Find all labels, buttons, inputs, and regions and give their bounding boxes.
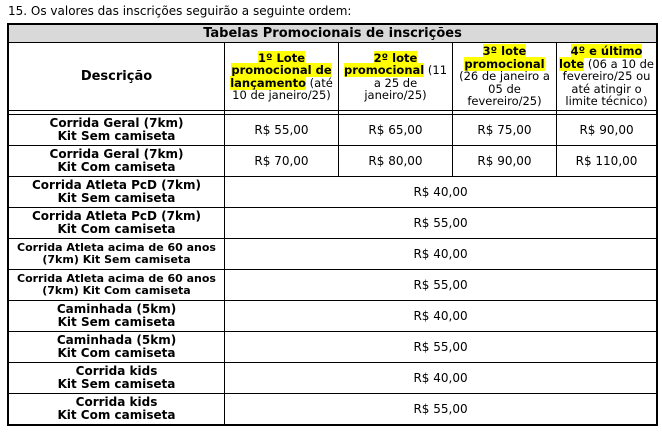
row-description: Corrida Atleta acima de 60 anos (7km) Kit Com camiseta	[9, 270, 225, 301]
table-row	[9, 239, 657, 270]
row-description: Corrida kids Kit Com camiseta	[9, 394, 225, 425]
price-cell: R$ 55,00	[225, 115, 339, 146]
price-cell: R$ 70,00	[225, 146, 339, 177]
price-cell: R$ 65,00	[339, 115, 453, 146]
row-description: Corrida Atleta PcD (7km) Kit Com camiseta	[9, 208, 225, 239]
table-row	[9, 301, 657, 332]
price-cell-all-lots: R$ 55,00	[225, 270, 657, 301]
lot-4-highlight: 4º e último lote	[559, 44, 643, 71]
lot-2-highlight: 2º lote promocional	[343, 50, 425, 77]
lot-2-header	[339, 43, 453, 111]
price-cell-all-lots: R$ 55,00	[225, 208, 657, 239]
lot-3-dates: (26 de janeiro a 05 de fevereiro/25)	[459, 69, 550, 109]
description-header: Descrição	[9, 43, 225, 111]
price-cell: R$ 110,00	[557, 146, 657, 177]
row-description: Caminhada (5km) Kit Sem camiseta	[9, 301, 225, 332]
table-row	[9, 115, 657, 146]
price-cell: R$ 90,00	[557, 115, 657, 146]
row-description: Corrida kids Kit Sem camiseta	[9, 363, 225, 394]
price-cell-all-lots: R$ 40,00	[225, 177, 657, 208]
lot-3-highlight: 3º lote promocional	[464, 44, 545, 71]
price-cell-all-lots: R$ 55,00	[225, 394, 657, 425]
row-description: Caminhada (5km) Kit Com camiseta	[9, 332, 225, 363]
price-cell: R$ 90,00	[453, 146, 557, 177]
price-cell-all-lots: R$ 40,00	[225, 239, 657, 270]
price-cell-all-lots: R$ 40,00	[225, 363, 657, 394]
row-description: Corrida Atleta acima de 60 anos (7km) Kit Sem camiseta	[9, 239, 225, 270]
price-cell: R$ 75,00	[453, 115, 557, 146]
section-intro: 15. Os valores das inscrições seguirão a seguinte ordem:	[8, 4, 352, 18]
price-cell-all-lots: R$ 55,00	[225, 332, 657, 363]
lot-3-header	[453, 43, 557, 111]
table-row	[9, 208, 657, 239]
lot-1-header	[225, 43, 339, 111]
price-cell: R$ 80,00	[339, 146, 453, 177]
table-row	[9, 363, 657, 394]
lot-4-header	[557, 43, 657, 111]
lot-1-highlight: 1º Lote promocional de lançamento	[230, 50, 332, 90]
lot-4-dates: (06 a 10 de fevereiro/25 ou até atingir o limite técnico)	[562, 56, 654, 109]
price-cell-all-lots: R$ 40,00	[225, 301, 657, 332]
promo-price-table	[8, 24, 657, 425]
row-description: Corrida Geral (7km) Kit Sem camiseta	[9, 115, 225, 146]
table-title: Tabelas Promocionais de inscrições	[9, 25, 657, 43]
row-description: Corrida Geral (7km) Kit Com camiseta	[9, 146, 225, 177]
table-row	[9, 177, 657, 208]
lot-1-dates: (até 10 de janeiro/25)	[232, 75, 333, 102]
row-description: Corrida Atleta PcD (7km) Kit Sem camiseta	[9, 177, 225, 208]
table-row	[9, 146, 657, 177]
table-row	[9, 270, 657, 301]
table-row	[9, 394, 657, 425]
lot-2-dates: (11 a 25 de janeiro/25)	[364, 63, 448, 102]
table-row	[9, 332, 657, 363]
